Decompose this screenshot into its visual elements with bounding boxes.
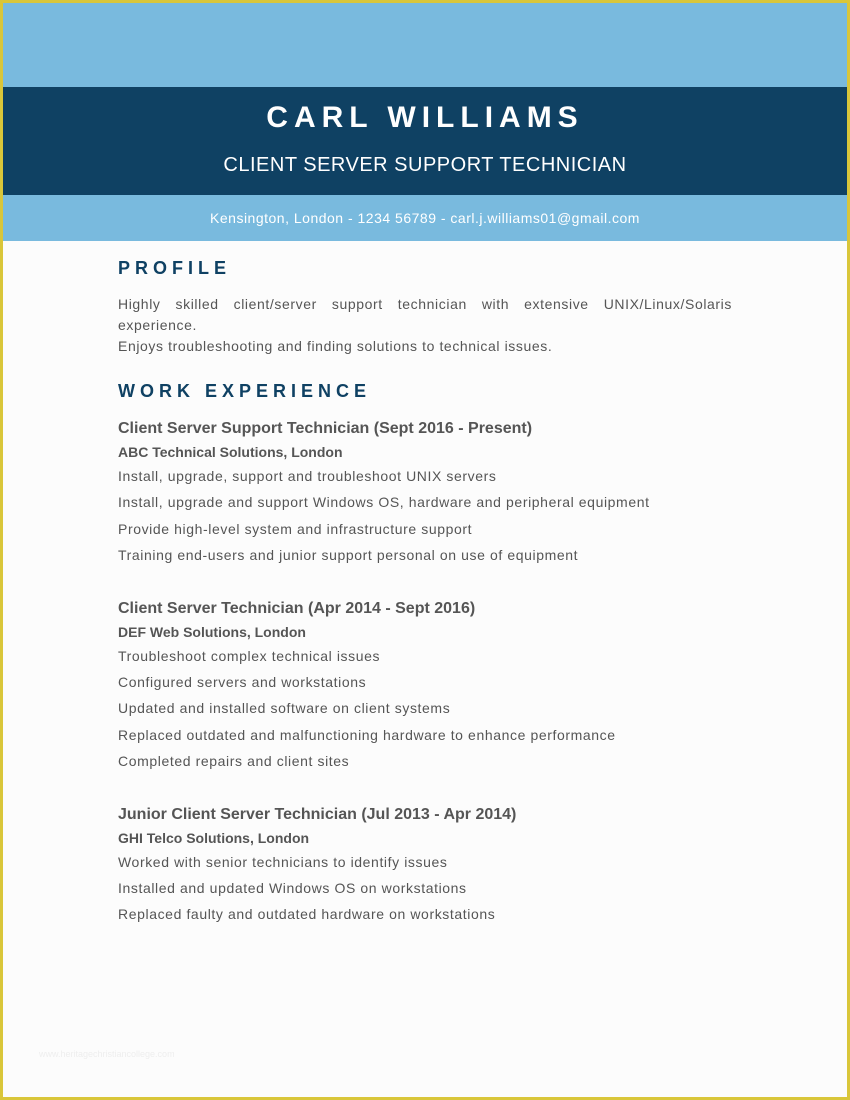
job-duty: Configured servers and workstations	[118, 673, 367, 690]
job-duty: Updated and installed software on client systems	[118, 700, 451, 717]
job-duty: Training end-users and junior support personal on use of equipment	[118, 547, 579, 564]
candidate-name: CARL WILLIAMS	[266, 101, 584, 134]
job-duty: Replaced outdated and malfunctioning hardware to enhance performance	[118, 726, 616, 743]
job-entry	[118, 417, 732, 569]
job-title: Client Server Technician (Apr 2014 - Sept 2016)	[118, 599, 476, 617]
profile-section	[118, 258, 732, 357]
candidate-role: CLIENT SERVER SUPPORT TECHNICIAN	[223, 154, 627, 176]
profile-heading: PROFILE	[118, 258, 232, 278]
contact-line: Kensington, London - 1234 56789 - carl.j.williams01@gmail.com	[3, 195, 847, 241]
job-company: DEF Web Solutions, London	[118, 623, 306, 640]
job-company: GHI Telco Solutions, London	[118, 829, 310, 846]
job-duty: Troubleshoot complex technical issues	[118, 647, 381, 664]
job-duty: Provide high-level system and infrastructure support	[118, 520, 473, 537]
job-duty: Installed and updated Windows OS on workstations	[118, 879, 467, 896]
watermark-text: www.heritagechristiancollege.com	[39, 1049, 175, 1059]
job-duty: Worked with senior technicians to identify issues	[118, 853, 448, 870]
job-duty: Install, upgrade, support and troubleshoot UNIX servers	[118, 468, 497, 484]
job-title: Client Server Support Technician (Sept 2016 - Present)	[118, 420, 533, 437]
resume-page	[3, 3, 847, 1097]
job-duty: Install, upgrade and support Windows OS, hardware and peripheral equipment	[118, 494, 650, 511]
work-experience-section	[118, 381, 732, 928]
resume-content	[118, 258, 732, 928]
profile-line: Enjoys troubleshooting and finding solutions to technical issues.	[118, 338, 553, 354]
job-duty: Completed repairs and client sites	[118, 753, 350, 770]
job-entry	[118, 803, 732, 928]
header-top-band	[3, 3, 847, 87]
profile-line: Highly skilled client/server support technician with extensive UNIX/Linux/Solaris experience.	[118, 296, 732, 333]
job-duty: Replaced faulty and outdated hardware on workstations	[118, 906, 496, 923]
job-entry	[118, 597, 732, 775]
job-company: ABC Technical Solutions, London	[118, 444, 343, 460]
header-name-band	[3, 87, 847, 195]
job-title: Junior Client Server Technician (Jul 2013 - Apr 2014)	[118, 805, 517, 823]
work-experience-heading: WORK EXPERIENCE	[118, 381, 372, 401]
